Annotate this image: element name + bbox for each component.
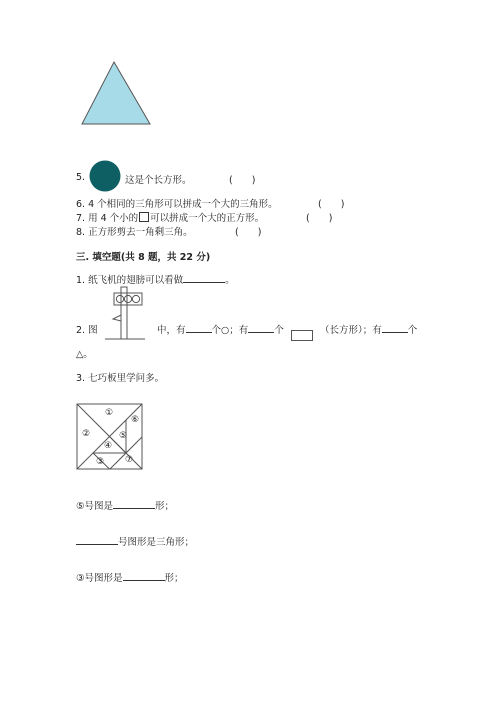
question-8 xyxy=(76,224,193,238)
question-8-paren[interactable]: ( ) xyxy=(235,227,262,238)
fill-question-1: 1. 纸飞机的翅膀可以看做 。 xyxy=(76,272,235,286)
rectangle-icon xyxy=(291,330,313,341)
sub-3-blank[interactable] xyxy=(123,570,165,581)
question-7 xyxy=(76,210,264,224)
question-7-paren[interactable]: ( ) xyxy=(306,213,333,224)
sub-question-2: 号图形是三角形； xyxy=(76,534,194,548)
fill-2-circle-blank[interactable] xyxy=(186,322,212,333)
small-square-icon xyxy=(139,212,149,222)
triangle-figure xyxy=(80,60,152,126)
circle-figure xyxy=(89,160,123,192)
fill-1-text: 1. 纸飞机的翅膀可以看做 xyxy=(76,275,184,286)
tangram-label-2: ② xyxy=(82,429,91,439)
tangram-label-3: ③ xyxy=(96,457,105,467)
tangram-label-4: ④ xyxy=(104,441,113,451)
fill-2-line: 中，有 个○；有 个 xyxy=(157,322,284,336)
tangram-label-5: ⑤ xyxy=(119,431,128,441)
question-7-text-a: 7. 用 4 个小的 xyxy=(76,213,139,224)
sub-question-3: ③号图形是 形； xyxy=(76,570,184,584)
question-6-paren[interactable]: ( ) xyxy=(318,199,345,210)
fill-2-line-2: （长方形）；有 个 xyxy=(320,322,417,336)
fill-2-rect-blank[interactable] xyxy=(248,322,274,333)
question-6 xyxy=(76,196,278,210)
sub-1-blank[interactable] xyxy=(113,498,155,509)
question-8-text: 8. 正方形剪去一角剩三角。 xyxy=(76,227,193,238)
fill-2-prefix: 2. 图 xyxy=(76,325,98,336)
fill-1-blank[interactable] xyxy=(183,272,225,283)
tangram-label-1: ① xyxy=(105,408,114,418)
tangram-label-7: ⑦ xyxy=(125,455,134,465)
question-6-text: 6. 4 个相同的三角形可以拼成一个大的三角形。 xyxy=(76,199,278,210)
sub-question-1: ⑤号图是 形； xyxy=(76,498,174,512)
sub-2-blank[interactable] xyxy=(76,534,118,545)
fill-2-triangle-blank[interactable] xyxy=(382,322,408,333)
question-5-text: 这是个长方形。 xyxy=(125,175,192,186)
question-5 xyxy=(76,172,85,183)
fill-question-3: 3. 七巧板里学问多。 xyxy=(76,373,165,384)
fill-2-end: △。 xyxy=(76,349,93,360)
tangram-label-6: ⑥ xyxy=(131,415,140,425)
section-3-heading: 三. 填空题(共 8 题，共 22 分) xyxy=(76,252,211,263)
question-7-text-b: 可以拼成一个大的正方形。 xyxy=(150,213,265,224)
question-5-paren[interactable]: ( ) xyxy=(229,175,256,186)
traffic-light-figure xyxy=(103,285,147,341)
question-5-number: 5. xyxy=(76,172,86,183)
